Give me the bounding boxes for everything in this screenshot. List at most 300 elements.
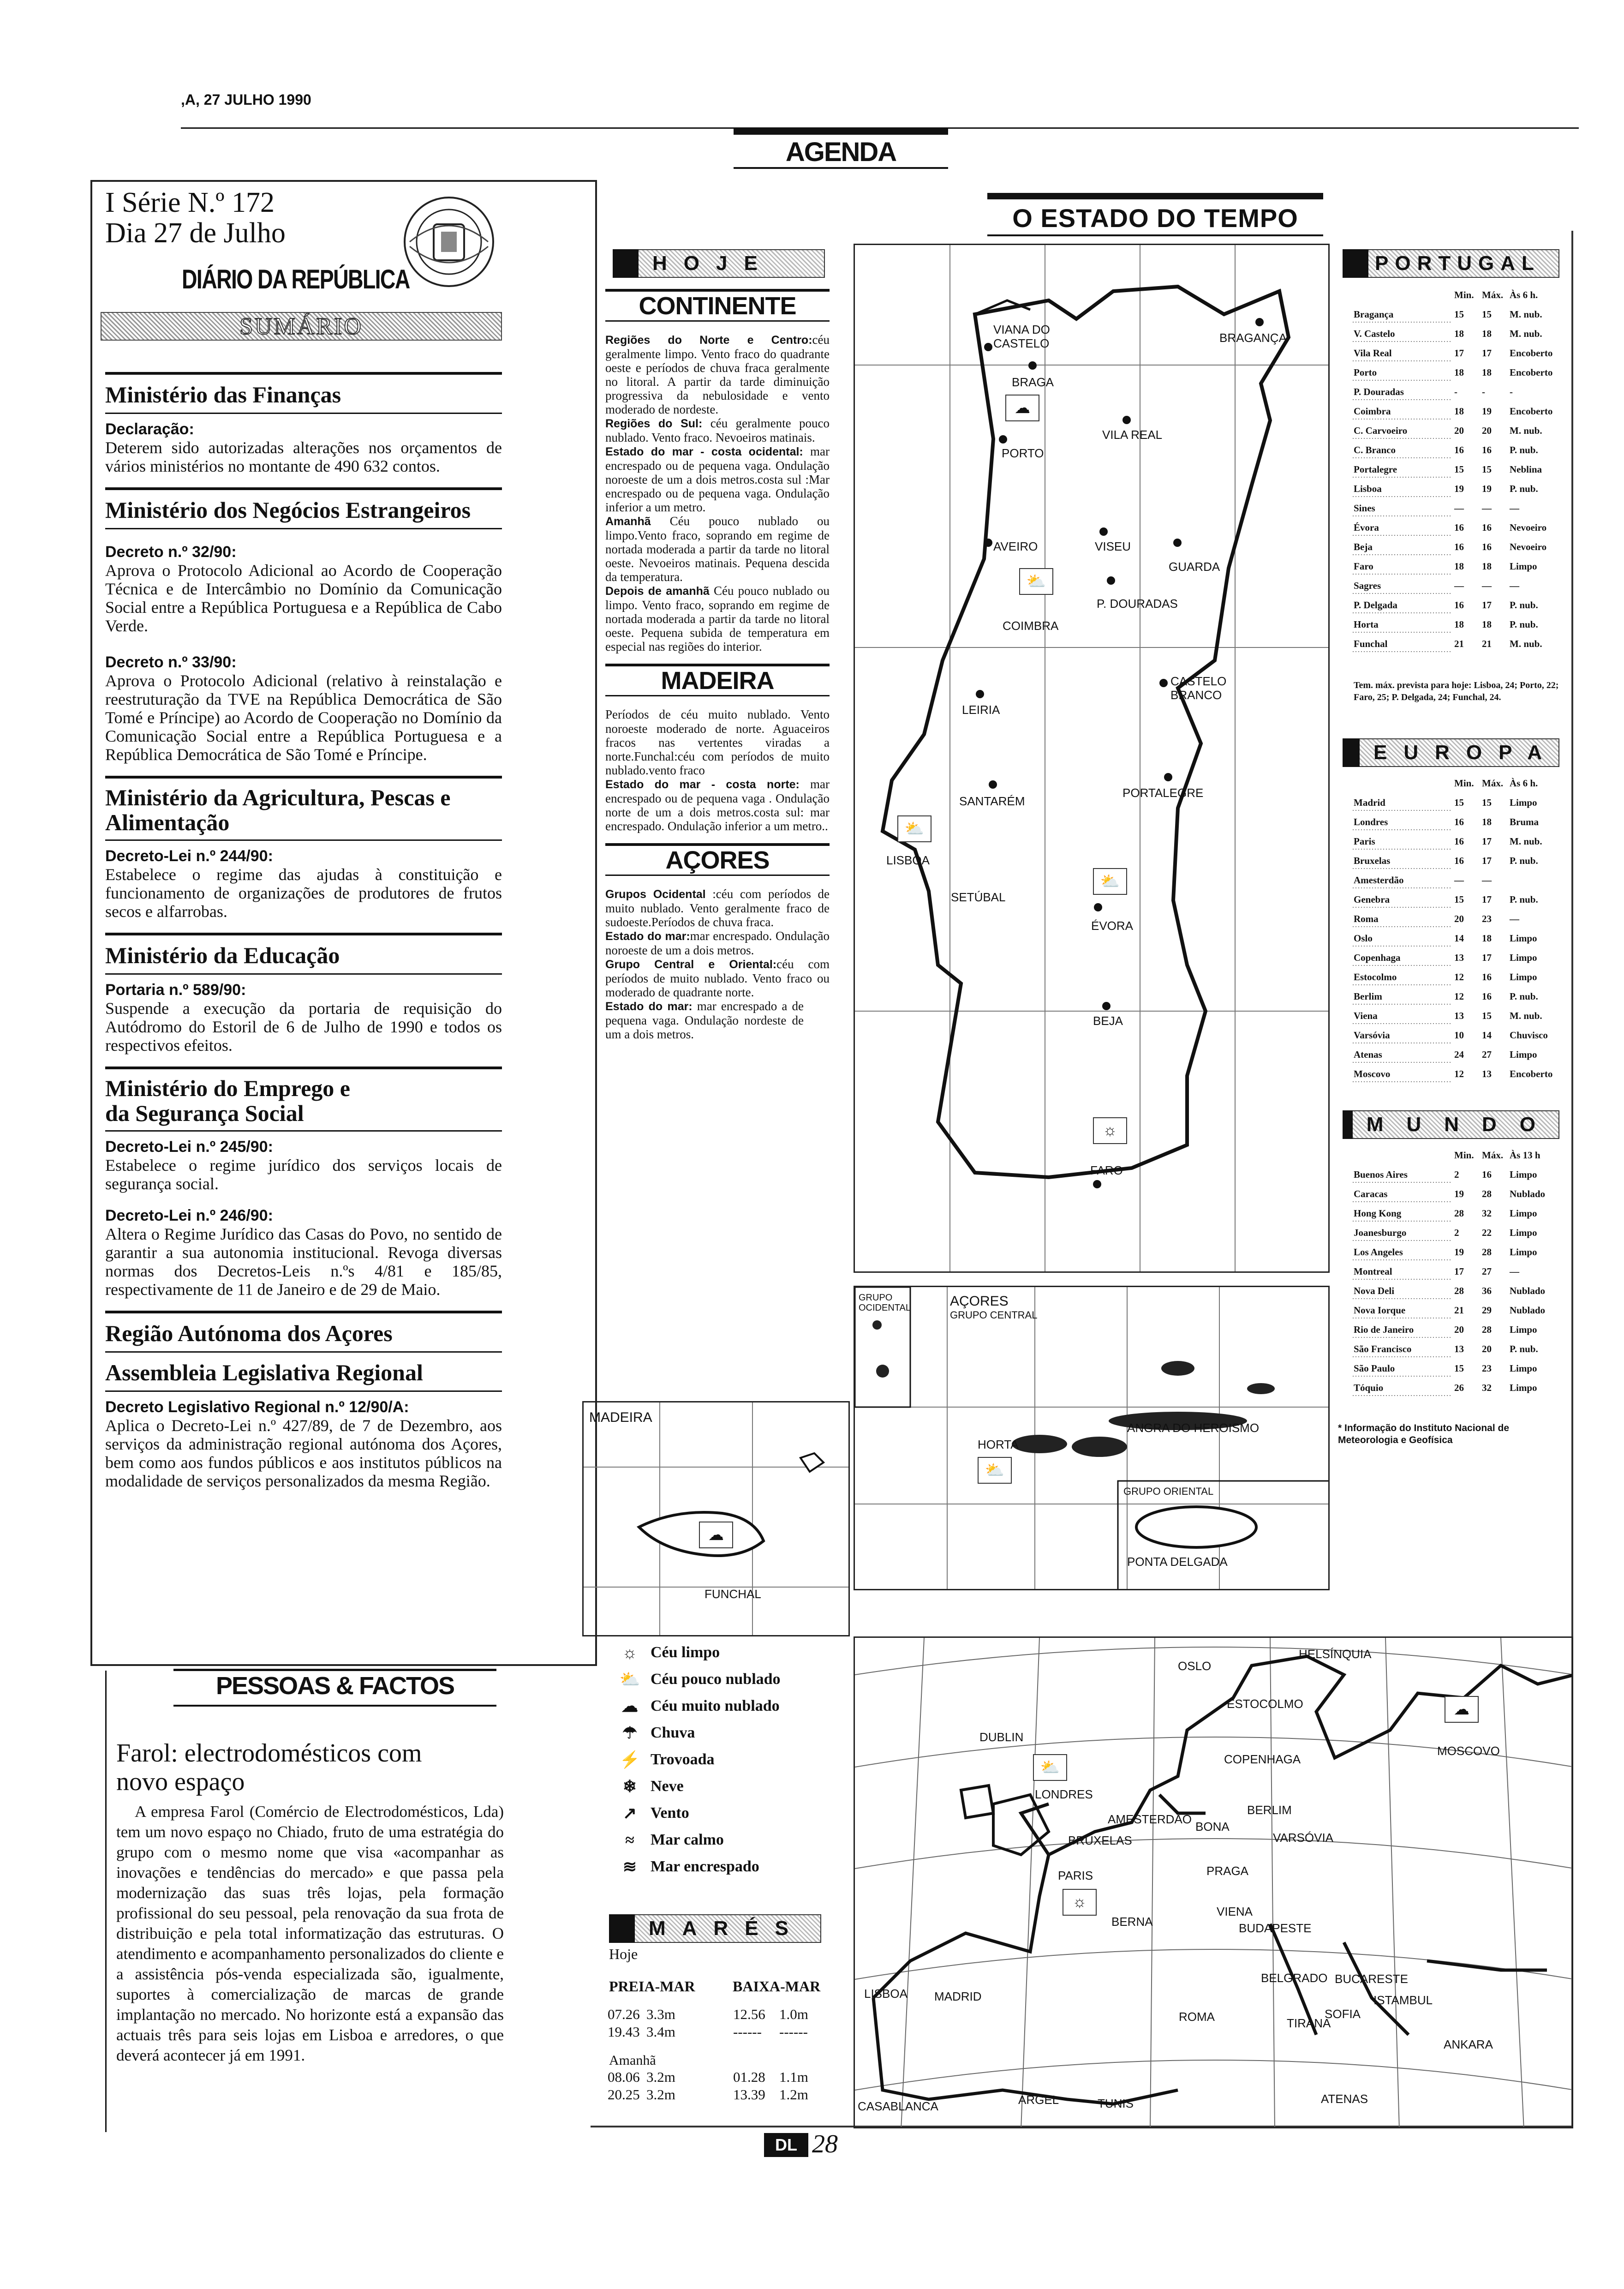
europe-label-bucareste: BUCARESTE [1335, 1972, 1408, 1986]
table-row [1352, 363, 1554, 382]
section-rule [105, 1130, 502, 1132]
entry-body: Altera o Regime Jurídico das Casas do Povo, no sentido de garantir a sua autonomia institucional. Revoga diversas normas dos Decretos-Leis n.ºs 4/81 e 185/85, respectivamente de 11 de Janeiro e de 29 de Maio. [105, 1225, 502, 1299]
region-rule [605, 289, 830, 292]
value-cell: 20 [1482, 425, 1492, 436]
value-cell: M. nub. [1510, 638, 1542, 649]
city-cell: Roma [1352, 909, 1452, 929]
europe-label-bruxelas: BRUXELAS [1068, 1834, 1132, 1847]
city-cell: Moscovo [1352, 1064, 1452, 1084]
entry-head: Decreto-Lei n.º 244/90: [105, 847, 273, 865]
footer-logo: DL [764, 2133, 808, 2157]
value-cell: 16 [1482, 541, 1492, 552]
mares-amanha-table [607, 2068, 809, 2103]
city-cell: Caracas [1352, 1184, 1452, 1204]
mares-amanha: Amanhã [609, 2053, 656, 2068]
value-cell: 15 [1454, 308, 1464, 320]
europe-label-tunis: TUNIS [1098, 2097, 1134, 2110]
partly-cloudy-icon: ⛅ [1019, 568, 1053, 595]
value-cell: Limpo [1510, 932, 1537, 944]
value-cell: 16 [1482, 990, 1492, 1002]
table-row [1352, 576, 1554, 595]
city-cell: Faro [1352, 557, 1452, 576]
table-row [1352, 909, 1554, 929]
value-cell: Limpo [1510, 1207, 1537, 1219]
map-label-evora: ÉVORA [1091, 919, 1134, 933]
partly-cloudy-icon: ⛅ [619, 1670, 640, 1689]
europe-label-sofia: SOFIA [1325, 2007, 1361, 2021]
legend-item: ☂ Chuva [609, 1720, 849, 1746]
value-cell: 24 [1454, 1049, 1464, 1060]
table-row [1352, 1223, 1547, 1242]
city-cell: Joanesburgo [1352, 1223, 1452, 1242]
value-cell: Nevoeiro [1510, 521, 1547, 533]
city-cell: São Paulo [1352, 1359, 1452, 1378]
value-cell: 18 [1482, 328, 1492, 339]
value-cell: 13 [1454, 1343, 1464, 1354]
table-row [1352, 793, 1554, 812]
section-rule [105, 1351, 502, 1353]
map-label-grupo-ocidental: GRUPO OCIDENTAL [859, 1293, 911, 1313]
table-row [1352, 479, 1554, 498]
tempo-title: O ESTADO DO TEMPO [1012, 204, 1298, 233]
map-label-funchal: FUNCHAL [705, 1587, 761, 1601]
value-cell: 20 [1454, 425, 1464, 436]
value-cell: 17 [1454, 1265, 1464, 1277]
acores-map [854, 1286, 1330, 1590]
region-rule [605, 664, 830, 666]
section-title-estrangeiros: Ministério dos Negócios Estrangeiros [105, 497, 471, 523]
city-cell: Buenos Aires [1352, 1165, 1452, 1184]
table-row [1352, 1006, 1554, 1025]
mundo-table [1352, 1145, 1547, 1397]
europe-label-berlim: BERLIM [1247, 1803, 1292, 1817]
map-label-castelo: CASTELO BRANCO [1170, 674, 1227, 702]
map-label-horta: HORTA [978, 1438, 1019, 1451]
section-rule [105, 413, 502, 414]
value-cell: 12 [1454, 1068, 1464, 1079]
value-cell: 27 [1482, 1265, 1492, 1277]
page-number: 28 [812, 2130, 838, 2158]
value-cell: 23 [1482, 913, 1492, 924]
sun-icon: ☼ [1063, 1889, 1097, 1916]
entry-head: Declaração: [105, 420, 194, 438]
city-cell: Viena [1352, 1006, 1452, 1025]
map-label-santarem: SANTARÉM [959, 794, 1025, 808]
value-cell: Chuvisco [1510, 1029, 1548, 1041]
sun-icon: ☼ [622, 1643, 638, 1662]
value-cell: 13 [1482, 1068, 1492, 1079]
europe-label-belgrado: BELGRADO [1261, 1971, 1328, 1985]
value-cell: 27 [1482, 1049, 1492, 1060]
europe-label-lisboa: LISBOA [864, 1987, 908, 2001]
section-rule [105, 528, 502, 529]
forecast-para: Estado do mar - costa ocidental: mar encrespado ou de pequena vaga. Ondulação noroeste de um a dois metros.costa sul :Mar encrespado ou de pequena vaga. Ondulação inferior a um metro. [605, 444, 830, 514]
section-rule [105, 1067, 502, 1069]
mundo-label: MUNDO [1366, 1113, 1558, 1136]
mares-preia: PREIA-MAR [609, 1978, 695, 1995]
europe-label-copenhaga: COPENHAGA [1224, 1752, 1301, 1766]
table-row [1352, 948, 1554, 967]
europe-label-helsinquia: HELSÍNQUIA [1299, 1647, 1372, 1661]
value-cell: Limpo [1510, 1227, 1537, 1238]
value-cell: 23 [1482, 1362, 1492, 1374]
city-cell: Beja [1352, 537, 1452, 557]
value-cell: Nublado [1510, 1188, 1546, 1199]
legend-item: ⛅ Céu pouco nublado [609, 1666, 849, 1693]
value-cell: 16 [1454, 521, 1464, 533]
mares-header [609, 1914, 821, 1943]
value-cell: Limpo [1510, 1362, 1537, 1374]
table-row [1352, 615, 1554, 634]
value-cell: 17 [1482, 347, 1492, 359]
cloud-icon: ☁ [621, 1697, 638, 1715]
city-cell: Varsóvia [1352, 1025, 1452, 1045]
serie-number: I Série N.º 172 [105, 187, 275, 218]
value-cell [1508, 870, 1554, 890]
value-cell: 21 [1454, 1304, 1464, 1316]
value-cell: M. nub. [1510, 425, 1542, 436]
table-row [1352, 537, 1554, 557]
europa-table [1352, 773, 1554, 1084]
city-cell: Coimbra [1352, 401, 1452, 421]
map-label-coimbra: COIMBRA [1003, 619, 1059, 633]
city-cell: Copenhaga [1352, 948, 1452, 967]
map-label-viana: VIANA DO CASTELO [993, 323, 1050, 350]
map-label-lisboa: LISBOA [886, 853, 930, 867]
table-row [1352, 382, 1554, 401]
section-title-educacao: Ministério da Educação [105, 942, 340, 968]
value-cell: 19 [1482, 483, 1492, 494]
value-cell: Limpo [1510, 1324, 1537, 1335]
column-header: Máx. [1482, 777, 1504, 789]
europe-label-istambul: ISTAMBUL [1373, 1993, 1433, 2007]
value-cell: 16 [1482, 1168, 1492, 1180]
portugal-header [1343, 249, 1559, 278]
value-cell: 17 [1482, 599, 1492, 611]
table-row: 20.25 3.2m 13.39 1.2m [608, 2086, 808, 2103]
map-label-madeira: MADEIRA [589, 1410, 652, 1425]
forecast-para: Amanhã Céu pouco nublado ou limpo.Vento fraco, soprando em regime de nortada moderada a partir da tarde no litoral oeste. Nevoeiros matinais. Pequena descida da temperatura. [605, 514, 830, 584]
entry-body: Suspende a execução da portaria de requisição do Autódromo do Estoril de 6 de Julho de 1990 e todos os respectivos efeitos. [105, 999, 502, 1055]
city-cell: V. Castelo [1352, 324, 1452, 343]
entry-body: Estabelece o regime jurídico dos serviços locais de segurança social. [105, 1156, 502, 1193]
portugal-note: Tem. máx. prevista para hoje: Lisboa, 24; Porto, 22; Faro, 25; P. Delgada, 24; Funchal, 24. [1354, 680, 1559, 702]
value-cell: 29 [1482, 1304, 1492, 1316]
madeira-map [582, 1401, 850, 1636]
table-row [1352, 1300, 1547, 1320]
value-cell: 17 [1482, 893, 1492, 905]
portugal-label: PORTUGAL [1375, 252, 1540, 275]
value-cell: 18 [1482, 932, 1492, 944]
city-cell: Montreal [1352, 1262, 1452, 1281]
forecast-para: Grupos Ocidental :céu com períodos de muito nublado. Vento geralmente fraco de sudoeste.Períodos de chuva fraca. [605, 887, 830, 929]
entry-head: Decreto n.º 33/90: [105, 653, 237, 671]
city-cell: Portalegre [1352, 460, 1452, 479]
section-title-assembleia: Assembleia Legislativa Regional [105, 1360, 423, 1385]
table-row: 08.06 3.2m 01.28 1.1m [608, 2069, 808, 2085]
value-cell: Limpo [1510, 1382, 1537, 1393]
table-row [1352, 1184, 1547, 1204]
table-row [1352, 1320, 1547, 1339]
map-label-grupo-central: GRUPO CENTRAL [950, 1309, 1038, 1321]
legend-item: ≈ Mar calmo [609, 1827, 849, 1853]
partly-cloudy-icon: ⛅ [1033, 1754, 1067, 1781]
value-cell: 15 [1482, 797, 1492, 808]
value-cell: — [1482, 874, 1492, 886]
table-row [1352, 1359, 1547, 1378]
column-header: Min. [1454, 289, 1474, 300]
value-cell: 15 [1454, 893, 1464, 905]
value-cell: Limpo [1510, 971, 1537, 983]
value-cell: Encoberto [1510, 366, 1553, 378]
coat-of-arms-icon [400, 191, 497, 293]
map-label-pdouradas: P. DOURADAS [1097, 597, 1178, 611]
section-rule [105, 839, 502, 841]
europe-label-argel: ARGEL [1018, 2093, 1059, 2107]
value-cell: 16 [1454, 816, 1464, 827]
pessoas-banner: PESSOAS & FACTOS [215, 1672, 454, 1700]
value-cell: 20 [1482, 1343, 1492, 1354]
table-row [1352, 1064, 1554, 1084]
value-cell: 16 [1454, 444, 1464, 455]
table-row [1352, 1165, 1547, 1184]
cloud-icon: ☁ [1005, 395, 1039, 421]
map-label-braga: BRAGA [1012, 375, 1054, 389]
table-row [1352, 851, 1554, 870]
europe-label-berna: BERNA [1111, 1915, 1153, 1929]
pessoas-top-rule [173, 1669, 496, 1671]
section-rule [105, 372, 502, 375]
city-cell: Funchal [1352, 634, 1452, 653]
value-cell: — [1510, 502, 1519, 514]
europe-label-bona: BONA [1195, 1820, 1230, 1834]
table-row [1352, 890, 1554, 909]
value-cell: P. nub. [1510, 599, 1538, 611]
city-cell: São Francisco [1352, 1339, 1452, 1359]
partly-cloudy-icon: ⛅ [1093, 868, 1127, 895]
partly-cloudy-icon: ⛅ [897, 815, 931, 842]
section-title-acores: Região Autónoma dos Açores [105, 1320, 393, 1346]
value-cell: 28 [1454, 1285, 1464, 1296]
value-cell: 18 [1454, 366, 1464, 378]
city-cell: Berlim [1352, 987, 1452, 1006]
mundo-header [1343, 1110, 1559, 1139]
table-row [1352, 401, 1554, 421]
column-header: Min. [1454, 777, 1474, 789]
value-cell: Nevoeiro [1510, 541, 1547, 552]
acores-map-svg [855, 1287, 1330, 1590]
table-row [1352, 967, 1554, 987]
value-cell: Nublado [1510, 1285, 1546, 1296]
forecast-para: Estado do mar - costa norte: mar encrespado ou de pequena vaga . Ondulação norte de um a dois metros.costa sul: mar encrespado. Ondulação inferior a um metro.. [605, 777, 830, 833]
city-cell: Horta [1352, 615, 1452, 634]
table-row [1352, 1281, 1547, 1300]
value-cell: M. nub. [1510, 1010, 1542, 1021]
value-cell: 12 [1454, 971, 1464, 983]
sumario-banner-label: SUMÁRIO [239, 313, 363, 340]
legend-item: ≋ Mar encrespado [609, 1853, 849, 1880]
column-header: Às 6 h. [1510, 777, 1538, 789]
value-cell: Limpo [1510, 1049, 1537, 1060]
europe-label-oslo: OSLO [1178, 1659, 1212, 1673]
europe-label-roma: ROMA [1179, 2010, 1215, 2024]
forecast-para: Estado do mar:mar encrespado. Ondulação noroeste de um a dois metros. [605, 929, 830, 957]
column-header: Máx. [1482, 289, 1504, 300]
value-cell: 19 [1482, 405, 1492, 417]
entry-body: Deterem sido autorizadas alterações nos orçamentos de vários ministérios no montante de 490 632 contos. [105, 438, 502, 475]
value-cell: 20 [1454, 1324, 1464, 1335]
value-cell: 18 [1482, 816, 1492, 827]
table-row [1352, 812, 1554, 832]
city-cell: Nova Iorque [1352, 1300, 1452, 1320]
value-cell: M. nub. [1510, 835, 1542, 847]
value-cell: M. nub. [1510, 328, 1542, 339]
entry-head: Decreto Legislativo Regional n.º 12/90/A: [105, 1398, 409, 1416]
value-cell: — [1454, 580, 1464, 591]
city-cell: Amesterdão [1352, 870, 1452, 890]
sumario-content [105, 372, 502, 1490]
europe-label-madrid: MADRID [934, 1989, 982, 2003]
europe-label-ankara: ANKARA [1444, 2037, 1493, 2051]
city-cell: Atenas [1352, 1045, 1452, 1064]
value-cell: 19 [1454, 1188, 1464, 1199]
map-label-braganca: BRAGANÇA [1219, 331, 1287, 345]
value-cell: Neblina [1510, 463, 1542, 475]
value-cell: 32 [1482, 1382, 1492, 1393]
value-cell: P. nub. [1510, 990, 1538, 1002]
value-cell: P. nub. [1510, 893, 1538, 905]
value-cell: — [1510, 1265, 1519, 1277]
value-cell: 15 [1454, 797, 1464, 808]
table-row [1352, 1339, 1547, 1359]
map-label-setubal: SETÚBAL [951, 890, 1006, 904]
page-date: ,A, 27 JULHO 1990 [181, 91, 311, 108]
value-cell: 18 [1482, 560, 1492, 572]
column-header: Máx. [1482, 1149, 1504, 1161]
agenda-top-bar [734, 128, 948, 135]
city-cell: Rio de Janeiro [1352, 1320, 1452, 1339]
entry-body: Aprova o Protocolo Adicional ao Acordo de Cooperação Técnica e de Intercâmbio no Domínio da Comunicação Social entre a República Portuguesa e a República de Cabo Verde. [105, 561, 502, 635]
europe-label-varsovia: VARSÓVIA [1273, 1831, 1334, 1845]
city-cell: P. Douradas [1352, 382, 1452, 401]
mares-baixa: BAIXA-MAR [733, 1978, 821, 1995]
city-cell: Évora [1352, 518, 1452, 537]
table-row [1352, 324, 1554, 343]
rough-sea-icon: ≋ [622, 1858, 637, 1876]
value-cell: 21 [1454, 638, 1464, 649]
value-cell: — [1510, 913, 1519, 924]
value-cell: - [1510, 386, 1513, 397]
europe-label-tirana: TIRANA [1287, 2016, 1331, 2030]
section-rule [105, 973, 502, 975]
portugal-table [1352, 285, 1554, 653]
city-cell: Sagres [1352, 576, 1452, 595]
europe-label-moscovo: MOSCOVO [1437, 1744, 1500, 1758]
mundo-note: * Informação do Instituto Nacional de Meteorologia e Geofísica [1338, 1423, 1510, 1445]
column-header: Às 6 h. [1510, 289, 1538, 300]
calm-sea-icon: ≈ [625, 1831, 634, 1849]
europe-label-casablanca: CASABLANCA [858, 2099, 938, 2113]
hoje-header [613, 249, 825, 278]
value-cell: 19 [1454, 483, 1464, 494]
pessoas-body: A empresa Farol (Comércio de Electrodomésticos, Lda) tem um novo espaço no Chiado, fruto de uma estratégia do grupo com o mesmo nome que visa «acompanhar as inovações e tendências do mercado» e que passa pela modernização das suas três lojas, pela formação profissional do seu pessoal, pela renovação da sua frota de distribuição e pela total informatização das estruturas. O atendimento e acompanhamento personalizados do cliente e a assistência pós-venda especializada são, igualmente, suportes à comercialização de marcas de grande implantação no mercado. No horizonte está a expansão das actuais três para seis lojas em Lisboa e arredores, o que deverá acontecer já em 1991. [116, 1803, 504, 2064]
value-cell: Limpo [1510, 560, 1537, 572]
section-rule [105, 1311, 502, 1313]
value-cell: P. nub. [1510, 483, 1538, 494]
value-cell: 21 [1482, 638, 1492, 649]
region-rule [605, 843, 830, 846]
city-cell: Madrid [1352, 793, 1452, 812]
legend-item: ↗ Vento [609, 1800, 849, 1827]
portugal-map-svg [855, 245, 1330, 1273]
value-cell: 32 [1482, 1207, 1492, 1219]
value-cell: 17 [1482, 855, 1492, 866]
city-cell: Tóquio [1352, 1378, 1452, 1397]
value-cell: Limpo [1510, 952, 1537, 963]
issue-date: Dia 27 de Julho [105, 217, 286, 249]
snow-icon: ❄ [622, 1777, 637, 1796]
map-label-angra: ANGRA DO HEROISMO [1127, 1421, 1260, 1435]
legend-item: ❄ Neve [609, 1773, 849, 1800]
europe-label-londres: LONDRES [1035, 1787, 1093, 1801]
column-header: Às 13 h [1510, 1149, 1540, 1161]
legend-item: ☁ Céu muito nublado [609, 1693, 849, 1720]
section-title-emprego: Ministério do Emprego e da Segurança Social [105, 1075, 350, 1126]
entry-head: Portaria n.º 589/90: [105, 981, 246, 999]
city-cell: C. Carvoeiro [1352, 421, 1452, 440]
map-label-beja: BEJA [1093, 1014, 1123, 1028]
table-row [1352, 1204, 1547, 1223]
map-label-porto: PORTO [1002, 446, 1044, 460]
table-row [1352, 460, 1554, 479]
sun-icon: ☼ [1093, 1117, 1127, 1144]
value-cell: Limpo [1510, 1246, 1537, 1258]
table-row [1352, 305, 1554, 324]
table-row [1352, 1025, 1554, 1045]
value-cell: 12 [1454, 990, 1464, 1002]
city-cell: Lisboa [1352, 479, 1452, 498]
value-cell: 10 [1454, 1029, 1464, 1041]
map-label-leiria: LEIRIA [962, 703, 1000, 717]
value-cell: 15 [1482, 308, 1492, 320]
value-cell: 18 [1482, 366, 1492, 378]
value-cell: 17 [1482, 952, 1492, 963]
agenda-bottom-rule [734, 167, 948, 169]
value-cell: — [1510, 580, 1519, 591]
entry-body: Aprova o Protocolo Adicional (relativo à reinstalação e reestruturação da TVE na República Democrática de São Tomé e Príncipe) ao Acordo de Cooperação no Domínio da Comunicação Social entre a República Portuguesa e a República Democrática de São Tomé e Príncipe. [105, 671, 502, 764]
map-label-grupo-oriental: GRUPO ORIENTAL [1123, 1486, 1214, 1497]
partly-cloudy-icon: ⛅ [978, 1457, 1012, 1484]
mares-label: MARÉS [649, 1917, 805, 1940]
value-cell: M. nub. [1510, 308, 1542, 320]
table-row [1352, 1045, 1554, 1064]
map-label-faro: FARO [1090, 1163, 1123, 1177]
value-cell: - [1482, 386, 1485, 397]
madeira-head: MADEIRA [661, 667, 774, 695]
europa-header [1343, 738, 1559, 767]
legend-item: ☼ Céu limpo [609, 1639, 849, 1666]
entry-body: Estabelece o regime das ajudas à constituição e funcionamento de organizações de produtores de frutos secos e alfarrobas. [105, 865, 502, 921]
publication-name: DIÁRIO DA REPÚBLICA [182, 264, 410, 294]
region-rule [605, 695, 830, 696]
section-title-financas: Ministério das Finanças [105, 382, 341, 407]
agenda-title: AGENDA [785, 137, 896, 167]
table-row [1352, 557, 1554, 576]
value-cell: 17 [1482, 835, 1492, 847]
value-cell: 18 [1454, 618, 1464, 630]
europa-label: EUROPA [1373, 741, 1558, 764]
value-cell: 20 [1454, 913, 1464, 924]
